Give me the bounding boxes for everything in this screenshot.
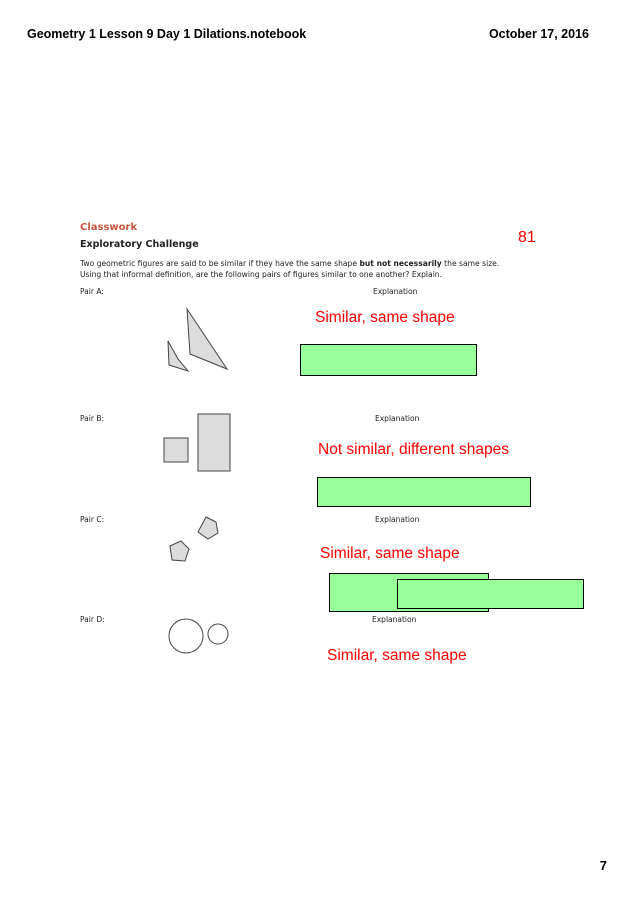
pair-a-explanation-label: Explanation	[373, 287, 418, 296]
handwritten-score: 81	[518, 229, 536, 246]
pair-b-square	[164, 438, 188, 462]
intro-text-end: the same size. Using that informal definition, are the following pairs of figures similar to one another? Explain.	[80, 259, 500, 279]
pair-b-label: Pair B:	[80, 414, 105, 423]
pair-b-answer: Not similar, different shapes	[318, 441, 509, 458]
page-number: 7	[599, 858, 607, 873]
pair-a-label: Pair A:	[80, 287, 104, 296]
pair-d-explanation-label: Explanation	[372, 615, 417, 624]
pair-c-pentagon-2	[170, 541, 189, 561]
intro-text-start: Two geometric figures are said to be similar if they have the same shape	[80, 259, 360, 268]
pair-b-rectangle	[198, 414, 230, 471]
pair-d-answer: Similar, same shape	[327, 647, 467, 664]
pair-a-answer: Similar, same shape	[315, 309, 455, 326]
pair-d-label: Pair D:	[80, 615, 105, 624]
notebook-title: Geometry 1 Lesson 9 Day 1 Dilations.notebook	[27, 27, 307, 41]
pair-d-large-circle	[169, 619, 203, 653]
pair-c-pentagon-1	[198, 517, 218, 539]
intro-text-bold: but not necessarily	[359, 259, 442, 268]
pair-c-answer: Similar, same shape	[320, 545, 460, 562]
pair-a-small-triangle	[168, 341, 188, 371]
pair-c-explanation-label: Explanation	[375, 515, 420, 524]
pair-c-label: Pair C:	[80, 515, 105, 524]
pair-d-small-circle	[208, 624, 228, 644]
pair-b-explanation-label: Explanation	[375, 414, 420, 423]
challenge-heading: Exploratory Challenge	[80, 239, 199, 250]
notebook-date: October 17, 2016	[488, 27, 589, 41]
pair-a-large-triangle	[187, 309, 227, 369]
section-title: Classwork	[80, 222, 138, 233]
